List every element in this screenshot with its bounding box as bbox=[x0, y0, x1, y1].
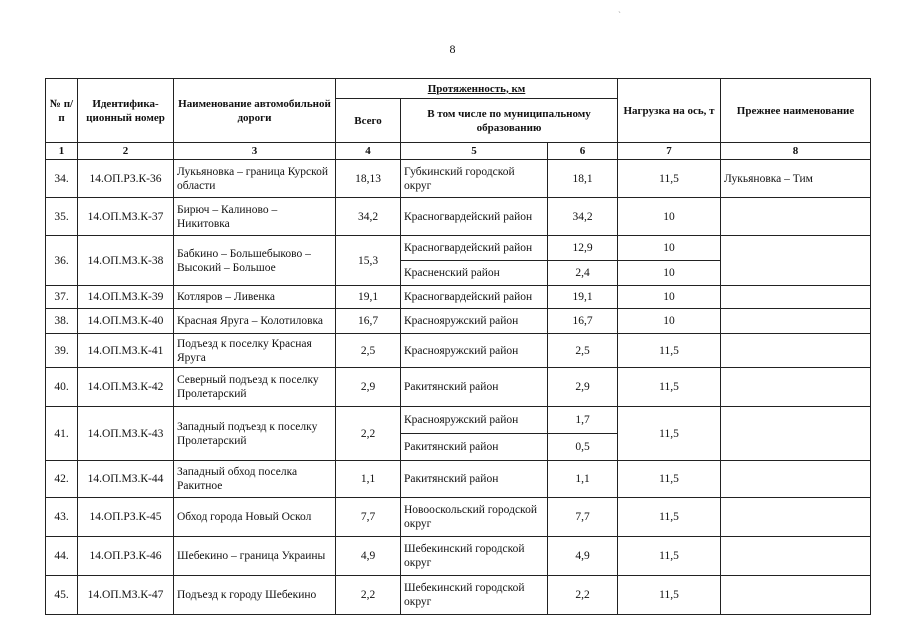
road-identifier: 14.ОП.РЗ.К-46 bbox=[78, 537, 174, 576]
municipality: Новооскольский городской округ bbox=[401, 498, 548, 537]
axle-load: 10 bbox=[618, 261, 721, 286]
road-name: Западный подъезд к поселку Пролетарский bbox=[174, 407, 336, 461]
row-number: 35. bbox=[46, 198, 78, 236]
row-number: 37. bbox=[46, 286, 78, 309]
header-total: Всего bbox=[336, 99, 401, 143]
row-number: 44. bbox=[46, 537, 78, 576]
municipality-length: 2,5 bbox=[548, 334, 618, 368]
municipality: Ракитянский район bbox=[401, 434, 548, 461]
column-number: 1 bbox=[46, 143, 78, 160]
length-total: 4,9 bbox=[336, 537, 401, 576]
length-total: 16,7 bbox=[336, 309, 401, 334]
table-row bbox=[46, 334, 871, 368]
column-number: 5 bbox=[401, 143, 548, 160]
road-name: Красная Яруга – Колотиловка bbox=[174, 309, 336, 334]
table-row bbox=[46, 498, 871, 537]
table-row bbox=[46, 461, 871, 498]
municipality-length: 4,9 bbox=[548, 537, 618, 576]
table-body bbox=[46, 160, 871, 615]
header-axle-load: Нагрузка на ось, т bbox=[618, 79, 721, 143]
municipality: Краснояружский район bbox=[401, 309, 548, 334]
axle-load: 11,5 bbox=[618, 498, 721, 537]
axle-load: 10 bbox=[618, 286, 721, 309]
road-name: Подъезд к поселку Красная Яруга bbox=[174, 334, 336, 368]
municipality-length: 7,7 bbox=[548, 498, 618, 537]
header-length-group: Протяженность, км bbox=[336, 79, 618, 99]
table-row bbox=[46, 160, 871, 198]
header-including: В том числе по муниципальному образованию bbox=[401, 99, 618, 143]
row-number: 36. bbox=[46, 236, 78, 286]
municipality-length: 1,7 bbox=[548, 407, 618, 434]
municipality: Шебекинский городской округ bbox=[401, 576, 548, 615]
header-row-1 bbox=[46, 79, 871, 99]
length-total: 34,2 bbox=[336, 198, 401, 236]
municipality: Шебекинский городской округ bbox=[401, 537, 548, 576]
municipality: Красненский район bbox=[401, 261, 548, 286]
row-number: 41. bbox=[46, 407, 78, 461]
header-road-name: Наименование автомобильной дороги bbox=[174, 79, 336, 143]
former-name bbox=[721, 236, 871, 286]
road-identifier: 14.ОП.МЗ.К-38 bbox=[78, 236, 174, 286]
municipality-length: 1,1 bbox=[548, 461, 618, 498]
municipality: Красногвардейский район bbox=[401, 198, 548, 236]
road-identifier: 14.ОП.РЗ.К-36 bbox=[78, 160, 174, 198]
column-number: 2 bbox=[78, 143, 174, 160]
length-total: 18,13 bbox=[336, 160, 401, 198]
road-identifier: 14.ОП.МЗ.К-40 bbox=[78, 309, 174, 334]
road-name: Подъезд к городу Шебекино bbox=[174, 576, 336, 615]
former-name bbox=[721, 537, 871, 576]
former-name bbox=[721, 286, 871, 309]
row-number: 42. bbox=[46, 461, 78, 498]
municipality: Красногвардейский район bbox=[401, 236, 548, 261]
header-number: № п/п bbox=[46, 79, 78, 143]
municipality-length: 12,9 bbox=[548, 236, 618, 261]
municipality: Ракитянский район bbox=[401, 368, 548, 407]
municipality: Краснояружский район bbox=[401, 334, 548, 368]
table-row bbox=[46, 407, 871, 434]
road-identifier: 14.ОП.МЗ.К-43 bbox=[78, 407, 174, 461]
row-number: 39. bbox=[46, 334, 78, 368]
former-name bbox=[721, 198, 871, 236]
municipality-length: 34,2 bbox=[548, 198, 618, 236]
axle-load: 11,5 bbox=[618, 160, 721, 198]
road-name: Котляров – Ливенка bbox=[174, 286, 336, 309]
header-former-name: Прежнее наименование bbox=[721, 79, 871, 143]
former-name bbox=[721, 498, 871, 537]
road-identifier: 14.ОП.МЗ.К-44 bbox=[78, 461, 174, 498]
row-number: 38. bbox=[46, 309, 78, 334]
former-name bbox=[721, 407, 871, 461]
row-number: 34. bbox=[46, 160, 78, 198]
table-row bbox=[46, 368, 871, 407]
length-total: 19,1 bbox=[336, 286, 401, 309]
column-number-row bbox=[46, 143, 871, 160]
length-total: 2,2 bbox=[336, 576, 401, 615]
road-name: Шебекино – граница Украины bbox=[174, 537, 336, 576]
municipality: Краснояружский район bbox=[401, 407, 548, 434]
column-number: 3 bbox=[174, 143, 336, 160]
municipality-length: 2,2 bbox=[548, 576, 618, 615]
axle-load: 10 bbox=[618, 198, 721, 236]
former-name bbox=[721, 334, 871, 368]
axle-load: 11,5 bbox=[618, 407, 721, 461]
municipality-length: 19,1 bbox=[548, 286, 618, 309]
table-row bbox=[46, 576, 871, 615]
road-name: Лукьяновка – граница Курской области bbox=[174, 160, 336, 198]
municipality: Губкинский городской округ bbox=[401, 160, 548, 198]
municipality-length: 0,5 bbox=[548, 434, 618, 461]
table-row bbox=[46, 286, 871, 309]
length-total: 2,9 bbox=[336, 368, 401, 407]
former-name bbox=[721, 461, 871, 498]
municipality: Ракитянский район bbox=[401, 461, 548, 498]
length-total: 15,3 bbox=[336, 236, 401, 286]
length-total: 1,1 bbox=[336, 461, 401, 498]
column-number: 7 bbox=[618, 143, 721, 160]
municipality-length: 2,4 bbox=[548, 261, 618, 286]
row-number: 45. bbox=[46, 576, 78, 615]
column-number: 8 bbox=[721, 143, 871, 160]
road-identifier: 14.ОП.МЗ.К-41 bbox=[78, 334, 174, 368]
road-name: Северный подъезд к поселку Пролетарский bbox=[174, 368, 336, 407]
road-name: Бабкино – Большебыково – Высокий – Большое bbox=[174, 236, 336, 286]
municipality-length: 18,1 bbox=[548, 160, 618, 198]
row-number: 40. bbox=[46, 368, 78, 407]
former-name bbox=[721, 368, 871, 407]
table-row bbox=[46, 537, 871, 576]
former-name: Лукьяновка – Тим bbox=[721, 160, 871, 198]
row-number: 43. bbox=[46, 498, 78, 537]
axle-load: 11,5 bbox=[618, 334, 721, 368]
former-name bbox=[721, 309, 871, 334]
table-row bbox=[46, 198, 871, 236]
road-name: Бирюч – Калиново – Никитовка bbox=[174, 198, 336, 236]
scan-mark: ˋ bbox=[618, 10, 621, 20]
column-number: 4 bbox=[336, 143, 401, 160]
page-number: 8 bbox=[449, 42, 456, 56]
axle-load: 10 bbox=[618, 309, 721, 334]
table-row bbox=[46, 236, 871, 261]
length-total: 2,5 bbox=[336, 334, 401, 368]
municipality: Красногвардейский район bbox=[401, 286, 548, 309]
municipality-length: 16,7 bbox=[548, 309, 618, 334]
axle-load: 11,5 bbox=[618, 461, 721, 498]
roads-table bbox=[45, 78, 871, 615]
road-name: Западный обход поселка Ракитное bbox=[174, 461, 336, 498]
road-identifier: 14.ОП.РЗ.К-45 bbox=[78, 498, 174, 537]
road-identifier: 14.ОП.МЗ.К-42 bbox=[78, 368, 174, 407]
road-identifier: 14.ОП.МЗ.К-47 bbox=[78, 576, 174, 615]
former-name bbox=[721, 576, 871, 615]
length-total: 7,7 bbox=[336, 498, 401, 537]
length-total: 2,2 bbox=[336, 407, 401, 461]
road-identifier: 14.ОП.МЗ.К-39 bbox=[78, 286, 174, 309]
axle-load: 10 bbox=[618, 236, 721, 261]
axle-load: 11,5 bbox=[618, 368, 721, 407]
road-name: Обход города Новый Оскол bbox=[174, 498, 336, 537]
road-identifier: 14.ОП.МЗ.К-37 bbox=[78, 198, 174, 236]
axle-load: 11,5 bbox=[618, 576, 721, 615]
column-number: 6 bbox=[548, 143, 618, 160]
axle-load: 11,5 bbox=[618, 537, 721, 576]
municipality-length: 2,9 bbox=[548, 368, 618, 407]
table-row bbox=[46, 309, 871, 334]
header-identifier: Идентифика-ционный номер bbox=[78, 79, 174, 143]
